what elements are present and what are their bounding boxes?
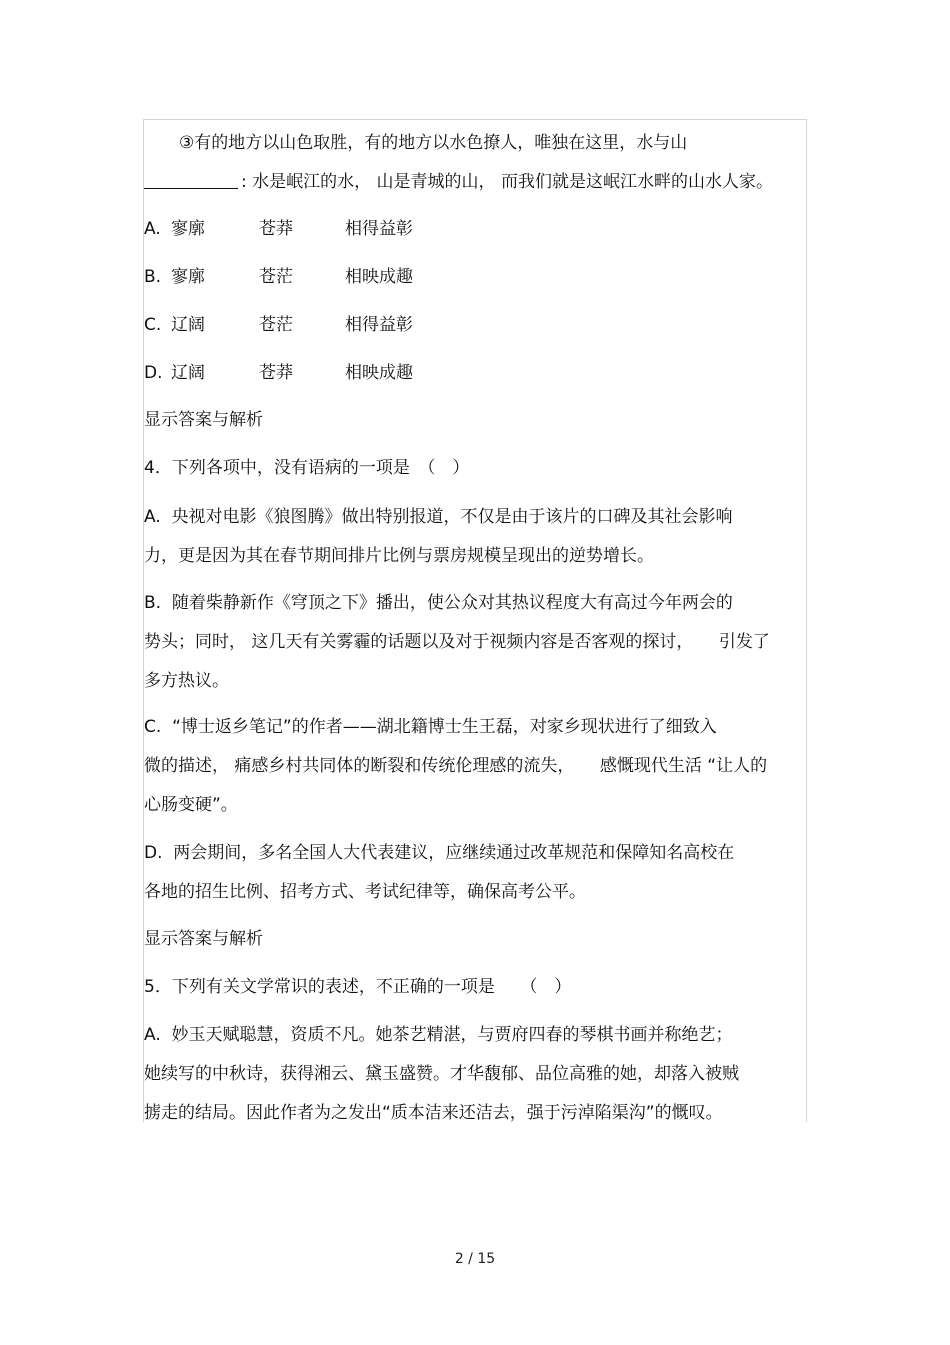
fill-blank bbox=[144, 171, 238, 189]
q4-option-b-line3: 多方热议。 bbox=[144, 671, 229, 691]
q4-option-d-line1: D. 两会期间，多名全国人大代表建议，应继续通过改革规范和保障知名高校在 bbox=[144, 843, 735, 863]
q4-option-c-line2: 微的描述， 痛感乡村共同体的断裂和传统伦理感的流失， 感慨现代生活 “让人的 bbox=[144, 756, 768, 776]
q5-option-a-line2: 她续写的中秋诗，获得湘云、黛玉盛赞。才华馥郁、品位高雅的她，却落入被贼 bbox=[144, 1064, 739, 1084]
q3-line1: ③有的地方以山色取胜，有的地方以水色撩人，唯独在这里，水与山 bbox=[179, 133, 688, 153]
q4-show-answer-link[interactable]: 显示答案与解析 bbox=[144, 929, 263, 949]
q3-line2 bbox=[144, 171, 773, 193]
q3-show-answer-link[interactable]: 显示答案与解析 bbox=[144, 410, 263, 430]
q4-option-c-line3: 心肠变硬”。 bbox=[144, 795, 238, 815]
q3-option-d: D. 辽阔 苍莽 相映成趣 bbox=[144, 363, 413, 383]
q4-option-d-line2: 各地的招生比例、招考方式、考试纪律等，确保高考公平。 bbox=[144, 882, 586, 902]
q3-option-c: C. 辽阔 苍茫 相得益彰 bbox=[144, 315, 413, 335]
q3-line2-text: : 水是岷江的水， 山是青城的山， 而我们就是这岷江水畔的山水人家。 bbox=[241, 172, 773, 192]
q4-option-a-line2: 力，更是因为其在春节期间排片比例与票房规模呈现出的逆势增长。 bbox=[144, 546, 654, 566]
q4-option-a-line1: A. 央视对电影《狼图腾》做出特别报道，不仅是由于该片的口碑及其社会影响 bbox=[144, 507, 733, 527]
q5-stem: 5．下列有关文学常识的表述，不正确的一项是 （ ） bbox=[144, 977, 572, 997]
q3-option-a: A. 寥廓 苍莽 相得益彰 bbox=[144, 219, 413, 239]
q5-option-a-line1: A. 妙玉天赋聪慧，资质不凡。她茶艺精湛，与贾府四春的琴棋书画并称绝艺； bbox=[144, 1025, 733, 1045]
page-number: 2 / 15 bbox=[454, 1251, 496, 1267]
q4-stem: 4．下列各项中，没有语病的一项是 （ ） bbox=[144, 458, 470, 478]
q4-option-b-line1: B. 随着柴静新作《穹顶之下》播出，使公众对其热议程度大有高过今年两会的 bbox=[144, 593, 733, 613]
q4-option-c-line1: C. “博士返乡笔记”的作者——湖北籍博士生王磊，对家乡现状进行了细致入 bbox=[144, 717, 717, 737]
q5-option-a-line3: 掳走的结局。因此作者为之发出“质本洁来还洁去，强于污淖陷渠沟”的慨叹。 bbox=[144, 1103, 723, 1123]
q3-option-b: B. 寥廓 苍茫 相映成趣 bbox=[144, 267, 413, 287]
q4-option-b-line2: 势头；同时， 这几天有关雾霾的话题以及对于视频内容是否客观的探讨， 引发了 bbox=[144, 632, 770, 652]
